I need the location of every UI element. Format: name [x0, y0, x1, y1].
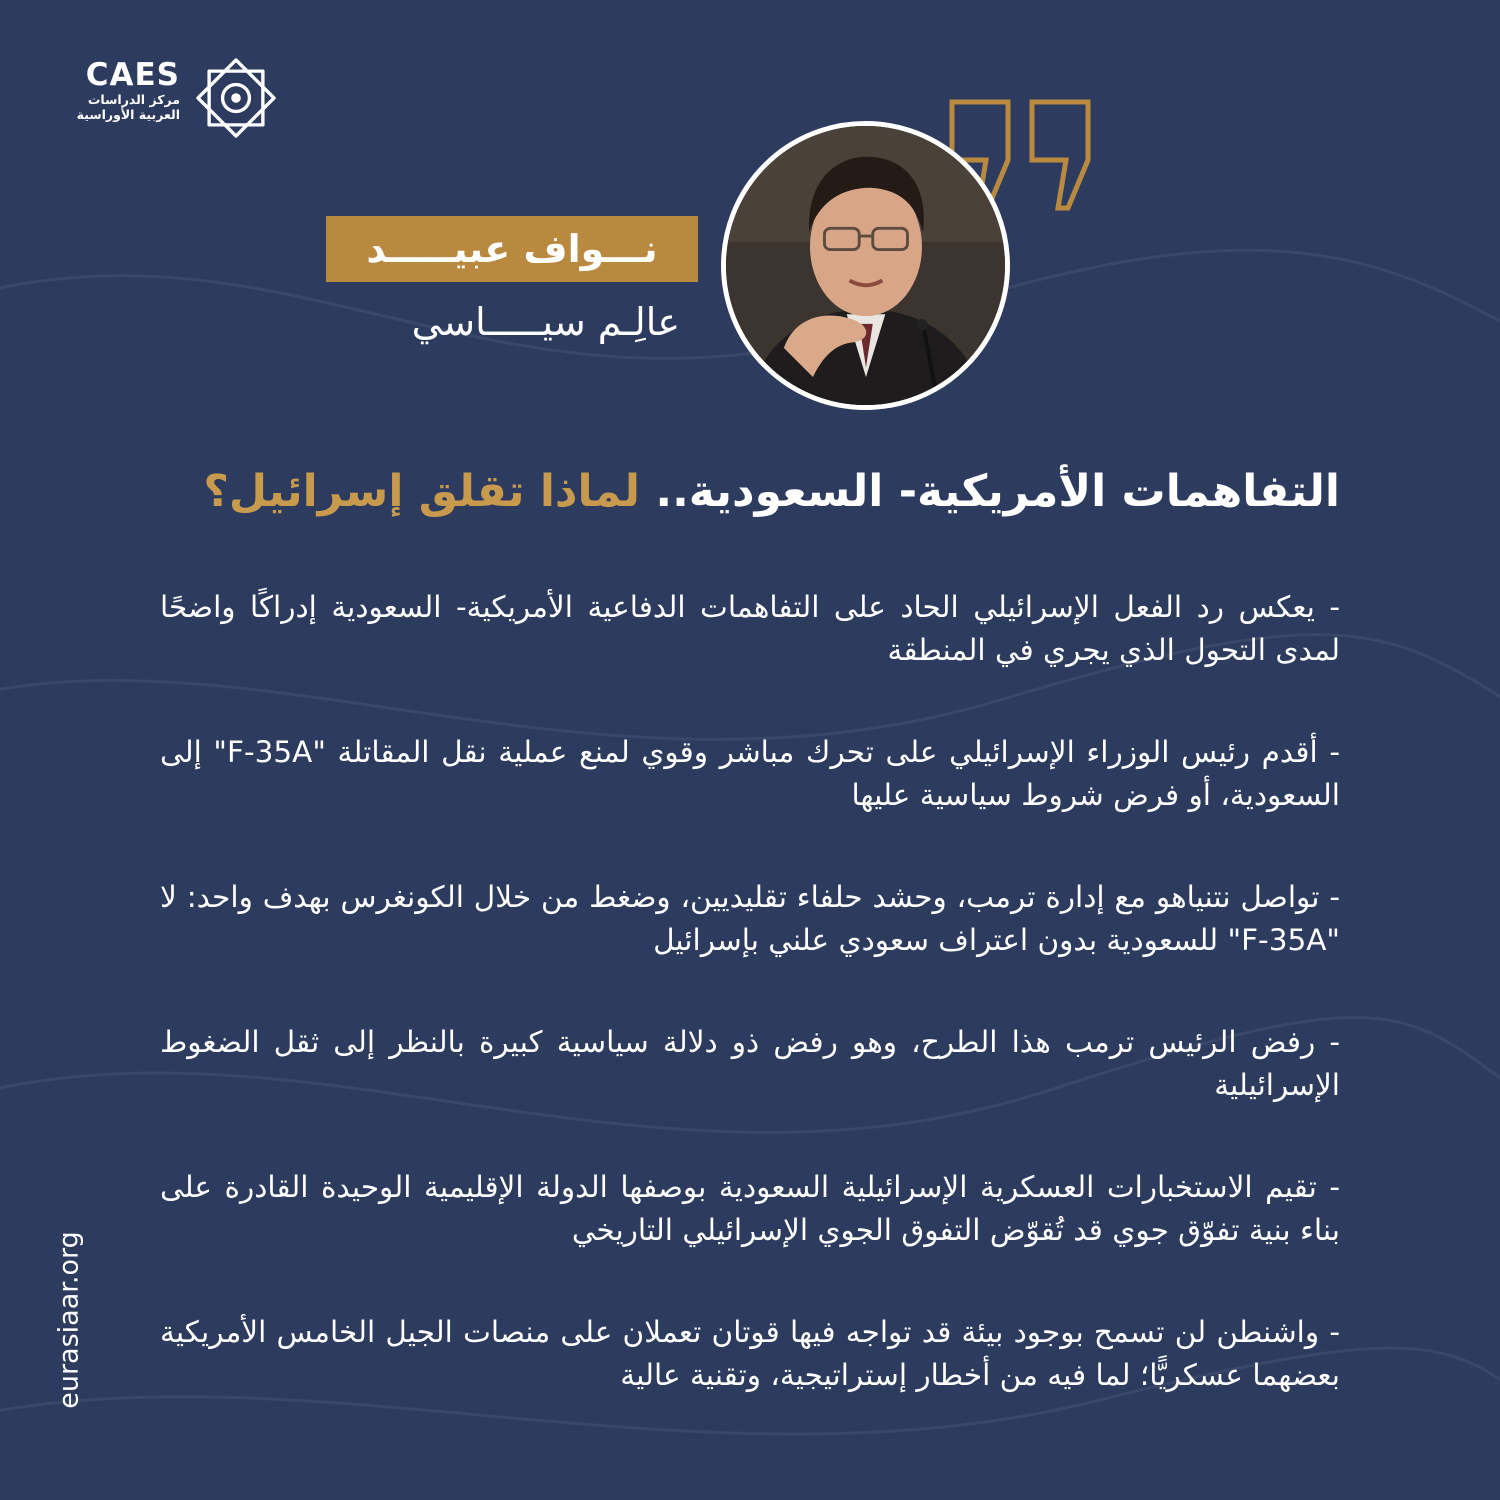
paragraph-5: - تقيم الاستخبارات العسكرية الإسرائيلية السعودية بوصفها الدولة الإقليمية الوحيدة القادرة على بناء بنية تفوّق جوي قد تُقوّض التفوق الجوي الإسرائيلي التاريخي	[160, 1170, 1340, 1247]
speaker-name: نـــواف عبيـــــد	[366, 227, 658, 271]
website-link[interactable]	[44, 1230, 94, 1410]
logo-subtitle-line1: مركز الدراسات	[87, 92, 180, 107]
paragraph-1: - يعكس رد الفعل الإسرائيلي الحاد على التفاهمات الدفاعية الأمريكية- السعودية إدراكًا واضحًا لمدى التحول الذي يجري في المنطقة	[160, 590, 1340, 667]
logo-wordmark: CAES	[85, 57, 180, 93]
logo-subtitle-line2: العربية الأوراسية	[76, 107, 180, 122]
headline-main: التفاهمات الأمريكية- السعودية..	[655, 466, 1340, 517]
article-body	[160, 586, 1340, 1456]
speaker-title: عالِـم سيـــــاسي	[411, 300, 680, 344]
paragraph-6: - واشنطن لن تسمح بوجود بيئة قد تواجه فيها قوتان تعملان على منصات الجيل الخامس الأمريكية بعضهما عسكريًّا؛ لما فيه من أخطار إستراتيجية، وتقنية عالية	[160, 1315, 1340, 1392]
portrait-illustration	[726, 126, 1005, 405]
eight-point-star-logo-icon	[188, 50, 284, 146]
paragraph-4: - رفض الرئيس ترمب هذا الطرح، وهو رفض ذو دلالة سياسية كبيرة بالنظر إلى ثقل الضغوط الإسرائيلية	[160, 1025, 1340, 1102]
paragraph-3: - تواصل نتنياهو مع إدارة ترمب، وحشد حلفاء تقليديين، وضغط من خلال الكونغرس بهدف واحد: لا "F-35A" للسعودية بدون اعتراف سعودي علني بإسرائيل	[160, 880, 1340, 957]
logo-text	[72, 58, 180, 122]
paragraph-2: - أقدم رئيس الوزراء الإسرائيلي على تحرك مباشر وقوي لمنع عملية نقل المقاتلة "F-35A" إلى السعودية، أو فرض شروط سياسية عليها	[160, 735, 1341, 812]
speaker-name-banner	[326, 216, 698, 282]
headline	[120, 466, 1340, 517]
caes-logo[interactable]	[72, 58, 284, 138]
headline-accent: لماذا تقلق إسرائيل؟	[203, 466, 641, 517]
speaker-portrait	[721, 121, 1010, 410]
website-url: eurasiaar.org	[53, 1231, 85, 1409]
